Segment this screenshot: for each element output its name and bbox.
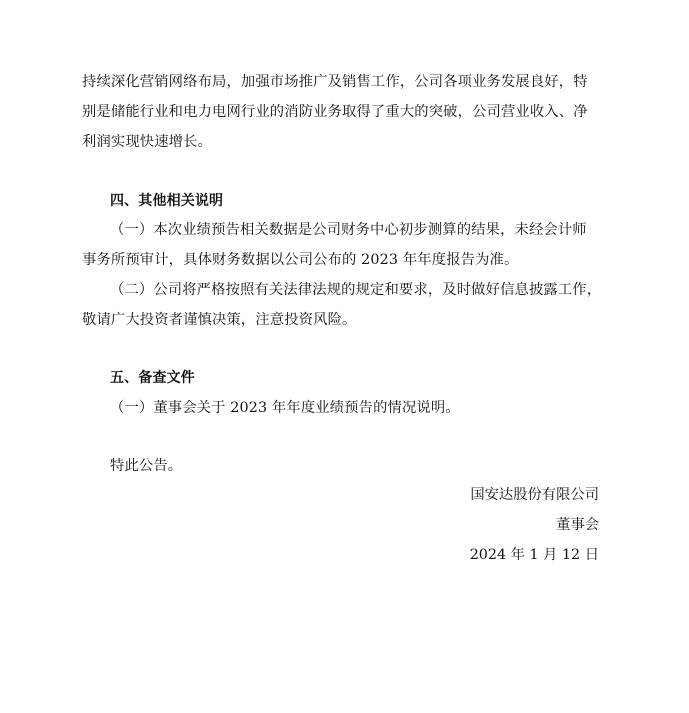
section-5-item-1: （一）董事会关于 2023 年年度业绩预告的情况说明。 (110, 400, 460, 416)
intro-line-3: 利润实现快速增长。 (82, 134, 213, 150)
section-4-heading: 四、其他相关说明 (110, 193, 224, 209)
board-signature: 董事会 (556, 517, 599, 533)
section-4-item-1-line-2: 事务所预审计，具体财务数据以公司公布的 2023 年年度报告为准。 (82, 252, 519, 268)
intro-line-1: 持续深化营销网络布局，加强市场推广及销售工作，公司各项业务发展良好，特 (82, 74, 588, 90)
closing-notice: 特此公告。 (110, 458, 183, 474)
section-4-item-2-line-2: 敬请广大投资者谨慎决策，注意投资风险。 (82, 312, 357, 328)
intro-line-2: 别是储能行业和电力电网行业的消防业务取得了重大的突破，公司营业收入、净 (82, 104, 588, 120)
section-4-item-1-line-1: （一）本次业绩预告相关数据是公司财务中心初步测算的结果，未经会计师 (110, 222, 587, 238)
company-name: 国安达股份有限公司 (470, 487, 599, 503)
document-date: 2024 年 1 月 12 日 (469, 547, 599, 563)
section-5-heading: 五、备查文件 (110, 370, 195, 386)
section-4-item-2-line-1: （二）公司将严格按照有关法律法规的规定和要求，及时做好信息披露工作， (110, 282, 602, 298)
